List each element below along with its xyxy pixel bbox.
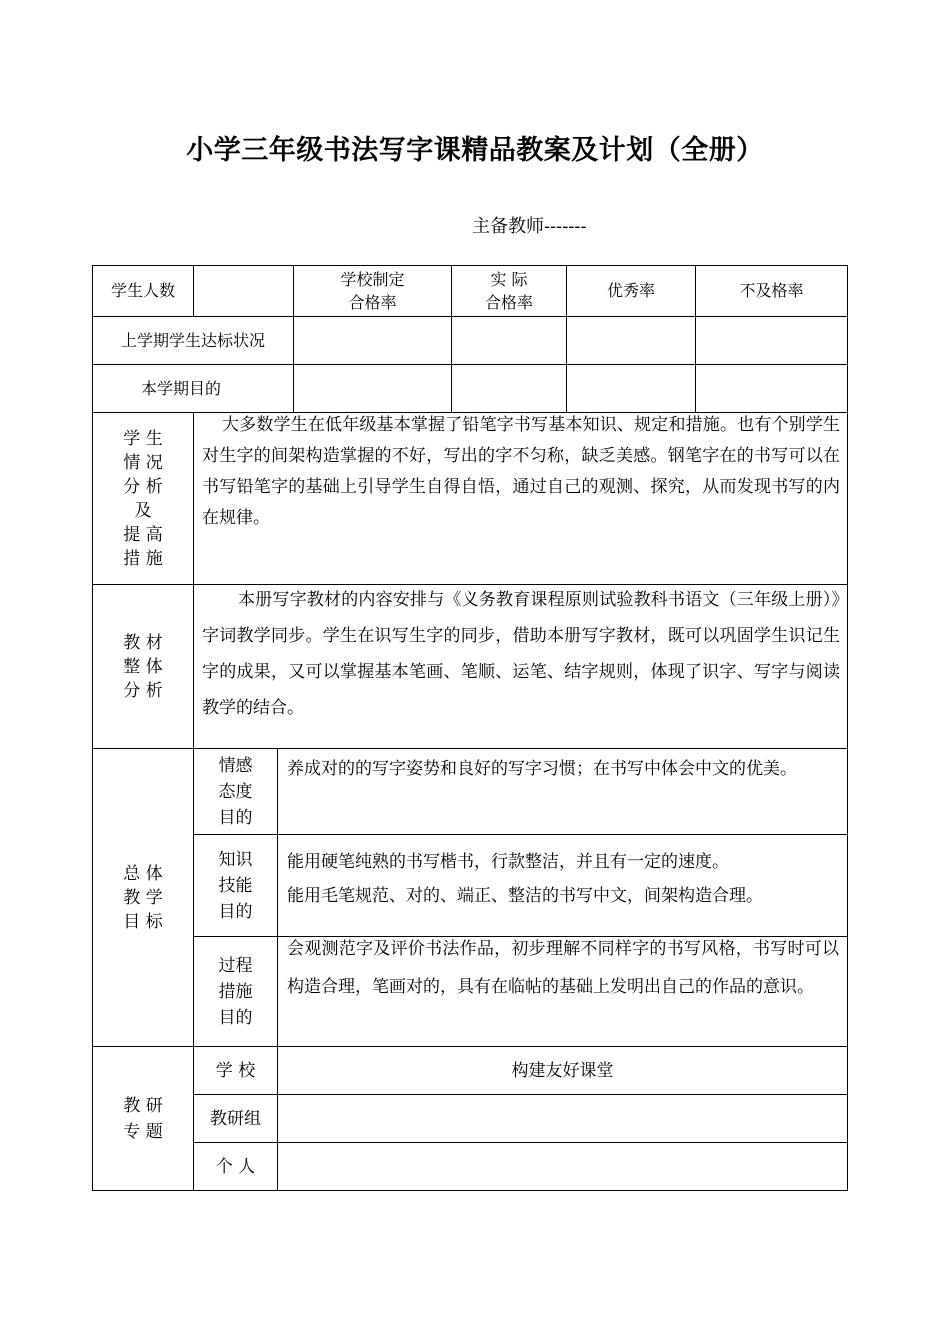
research-personal-value [278, 1143, 847, 1190]
research-school-value: 构建友好课堂 [511, 1060, 614, 1081]
student-analysis-label: 学 生 情 况 分 析 及 提 高 措 施 [123, 428, 163, 569]
header-student-count: 学生人数 [110, 281, 175, 300]
header-actual-rate: 实 际 合格率 [484, 270, 533, 312]
emotion-goal-label: 情感 态度 目的 [218, 755, 253, 828]
research-group-value [278, 1095, 847, 1142]
student-analysis-text: 大多数学生在低年级基本掌握了铅笔字书写基本知识、规定和措施。也有个别学生对生字的间架构造掌握的不好，写出的字不匀称，缺乏美感。钢笔字在的书写可以在书写铅笔字的基础上引导学生自得自悟，通过自己的观测、探究，从而发现书写的内在规律。 [202, 415, 840, 528]
header-school-rate: 学校制定 合格率 [340, 270, 405, 312]
skill-goal-text-2: 能用毛笔规范、对的、端正、整洁的书写中文，间架构造合理。 [287, 886, 763, 906]
this-term-label: 本学期目的 [140, 378, 221, 398]
teacher-label: 主备教师------- [472, 216, 587, 237]
header-excellent-rate: 优秀率 [606, 281, 655, 300]
process-goal-label: 过程 措施 目的 [218, 955, 253, 1028]
material-analysis-text: 本册写字教材的内容安排与《义务教育课程原则试验教科书语文（三年级上册）》字词教学同步。学生在识写生字的同步，借助本册写字教材，既可以巩固学生识记生字的成果，又可以掌握基本笔画、笔顺、运笔、结字规则，体现了识字、写字与阅读教学的结合。 [202, 590, 840, 718]
skill-goal-text-1: 能用硬笔纯熟的书写楷书，行款整洁，并且有一定的速度。 [287, 852, 729, 872]
goals-label: 总 体 教 学 目 标 [123, 863, 163, 932]
document-title: 小学三年级书法写字课精品教案及计划（全册） [186, 135, 764, 166]
header-fail-rate: 不及格率 [739, 281, 804, 300]
skill-goal-label: 知识 技能 目的 [218, 849, 253, 922]
process-goal-text: 会观测范字及评价书法作品，初步理解不同样字的书写风格，书写时可以构造合理，笔画对的，具有在临帖的基础上发明出自己的作品的意识。 [287, 939, 839, 997]
emotion-goal-text: 养成对的的写字姿势和良好的写字习惯；在书写中体会中文的优美。 [287, 759, 797, 779]
research-group-label: 教研组 [210, 1108, 261, 1129]
student-count-value [194, 266, 293, 316]
research-label: 教 研 专 题 [123, 1095, 163, 1142]
material-analysis-label: 教 材 整 体 分 析 [123, 632, 163, 701]
last-term-label: 上学期学生达标状况 [120, 330, 265, 350]
research-personal-label: 个 人 [215, 1156, 256, 1177]
research-school-label: 学 校 [215, 1060, 256, 1081]
